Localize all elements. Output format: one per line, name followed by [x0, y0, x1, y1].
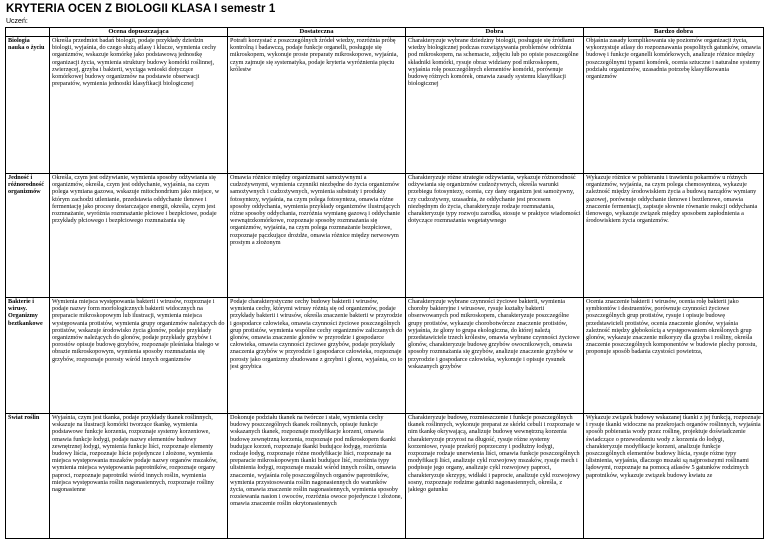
table-row: [6, 174, 764, 298]
table-row: [6, 298, 764, 414]
table-cell: [50, 414, 228, 539]
column-header-section: [6, 28, 50, 37]
cell-text: Objaśnia zasady komplikowania się poziomów organizacji życia, wykorzystuje atlasy do rozpoznawania pospolitych gatunków, omawia budowę i funkcje organelli komórkowych, analizuje różnice między poszczególnymi typami komórek, ocenia sztuczne i naturalne systemy podziału organizmów, uzasadnia potrzebę klasyfikowania organizmów: [586, 37, 761, 81]
column-header-grade-3: Dostateczna: [228, 28, 406, 37]
column-header-grade-5: Bardzo dobra: [584, 28, 764, 37]
section-label: Świat roślin: [6, 414, 50, 539]
cell-text: Określa przedmiot badań biologii, podaje przykłady dziedzin biologii, wyjaśnia, do czego służą atlasy i klucze, wymienia cechy organizmów, wskazuje komórkę jako podstawową jednostkę organizacji życia, wymienia struktury budowy komórki roślinnej, zwierzęcej, grzyba i bakterii, wyciąga wnioski dotyczące komórkowej budowy organizmów na podstawie obserwacji preparatów, wymienia jednostki klasyfikacji biologicznej: [52, 37, 217, 88]
table-row: [6, 37, 764, 174]
table-cell: [228, 414, 406, 539]
table-cell: [584, 174, 764, 298]
cell-text: Charakteryzuje wybrane czynności życiowe bakterii, wymienia choroby bakteryjne i wirusowe, rysuje kształty bakterii obserwowanych pod mikroskopem, charakteryzuje poszczególne grupy protistów, wykazuje chorobotwórcze znaczenie protistów, wyjaśnia, że glony to grupa ekologiczna, do której należą przedstawiciele trzech królestw, omawia wybrane czynności życiowe glonów, charakteryzuje budowę grzybów owocnikowych, omawia sposoby rozmnażania się grzybów, analizuje znaczenie grzybów w przyrodzie i gospodarce człowieka, wykonuje i opisuje rysunek wskazanych grzybów: [408, 298, 580, 370]
table-cell: [584, 298, 764, 414]
cell-text: Określa, czym jest odżywianie, wymienia sposoby odżywiania się organizmów, określa, czym jest oddychanie, wyjaśnia, na czym polega wymiana gazowa, wskazuje mitochondrium jako miejsce, w którym zachodzi utlenianie, przedstawia oddychanie tlenowe i fermentację jako procesy dostarczające energii, określa, czym jest rozmnażanie, wyróżnia rozmnażanie płciowe i bezpłciowe, podaje przykłady płciowego i bezpłciowego rozmnażania się: [52, 174, 220, 225]
section-label: Bakterie i wirusy. Organizmy beztkankowe: [6, 298, 50, 414]
cell-text: Omawia różnice między organizmami samożywnymi a cudzożywnymi, wymienia czynniki niezbędne do życia organizmów samożywnych i cudzożywnych, wymienia substraty i produkty fotosyntezy, wyjaśnia, na czym polega fotosynteza, omawia różne sposoby oddychania, wymienia przykłady organizmów ilustrujących różne sposoby oddychania, rozróżnia wymianę gazową i oddychanie wewnątrzkomórkowe, rozpoznaje sposoby rozmnażania się organizmów, wyjaśnia, na czym polega rozmnażanie bezpłciowe, rozpoznaje pączkujące drożdże, omawia różnice między nerwowym prostym a złożonym: [230, 174, 401, 246]
table-cell: [584, 37, 764, 174]
table-cell: [50, 174, 228, 298]
table-cell: [50, 37, 228, 174]
column-header-grade-2: Ocena dopuszczająca: [50, 28, 228, 37]
table-cell: [406, 37, 584, 174]
student-label: Uczeń:: [6, 18, 28, 25]
table-cell: [584, 414, 764, 539]
cell-text: Charakteryzuje budowę, rozmieszczenie i funkcje poszczególnych tkanek roślinnych, wykonuje preparat ze skórki cebuli i rozpoznaje w nim tkankę okrywającą, analizuje budowę wewnętrzną korzenia charakteryzuje przyrost na długość, rysuje różne systemy korzeniowe, rysuje przekrój poprzeczny i podłużny łodygi, rozpoznaje rodzaje unerwienia liści, omawia funkcje poszczególnych modyfikacji liści, analizuje cykl rozwojowy mszaków, rysuje mech i podpisuje jego organy, analizuje cykl rozwojowy paproci, charakteryzuje skrzypy, widłaki i paprocie, analizuje cykl rozwojowy sosny, rozpoznaje rodzime gatunki nagonasiennych, określa, z jakiego gatunku: [408, 414, 581, 494]
table-row: [6, 414, 764, 539]
cell-text: Wykazuje różnice w pobieraniu i trawieniu pokarmów u różnych organizmów, wyjaśnia, na czym polega chemosynteza, wykazuje zależność między środowiskiem życia a budową narządów wymiany gazowej, porównuje oddychanie tlenowe i beztlenowe, omawia znaczenie fermentacji, zapisuje słownie równanie reakcji oddychania tlenowego, wykazuje związek między sposobem zapłodnienia a środowiskiem życia organizmów.: [586, 174, 758, 225]
page-title: KRYTERIA OCEN Z BIOLOGII KLASA I semestr 1: [6, 3, 276, 15]
table-cell: [406, 298, 584, 414]
column-header-grade-4: Dobra: [406, 28, 584, 37]
cell-text: Charakteryzuje wybrane dziedziny biologii, posługuje się źródłami wiedzy biologicznej podczas rozwiązywania problemów odróżnia pod mikroskopem, na schemacie, zdjęciu lub po opisie poszczególne składniki komórki, rysuje obraz widziany pod mikroskopem, wyjaśnia rolę poszczególnych elementów komórki, porównuje budowę różnych komórek, omawia zasady systemu klasyfikacji biologicznej: [408, 37, 579, 88]
section-label: Jedność i różnorodność organizmów: [6, 174, 50, 298]
cell-text: Potrafi korzystać z poszczególnych źródeł wiedzy, rozróżnia próbę kontrolną i badawczą, podaje funkcje organelli, posługuje się mikroskopem, wykonuje proste preparaty mikroskopowe, wyjaśnia, czym zajmuje się systematyka, podaje kryteria wyróżnienia pięciu królestw: [230, 37, 399, 73]
cell-text: Wyjaśnia, czym jest tkanka, podaje przykłady tkanek roślinnych, wskazuje na ilustracji komórki tworzące tkankę, wymienia podstawowe funkcje korzenia, rozpoznaje systemy korzeniowe, omawia funkcje łodygi, podaje nazwy elementów budowy zewnętrznej łodygi, wymienia funkcje liści, rozpoznaje elementy budowy liścia, rozpoznaje liście pojedyncze i złożone, wymienia miejsca występowania mszaków podaje nazwy organów mszaków, wymienia miejsca występowania paprotników, rozpoznaje organy paproci, rozpoznaje paprotniki wśród innych roślin, wymienia miejsca występowania roślin nagonasiennych, rozpoznaje rośliny nagonasienne: [52, 414, 218, 494]
table-cell: [228, 298, 406, 414]
criteria-table: [5, 27, 764, 539]
section-label: Biologia nauka o życiu: [6, 37, 50, 174]
cell-text: Wymienia miejsca występowania bakterii i wirusów, rozpoznaje i podaje nazwy form morfologicznych bakterii widocznych na preparacie mikroskopowym lub ilustracji, wymienia miejsca występowania protistów, wymienia grupy organizmów należących do protistów, wskazuje środowisko życia glonów, podaje przykłady organizmów należących do glonów, podaje przykłady grzybów i porostów opisuje budowę grzybów, rozpoznaje pleśniaka białego w obrazie mikroskopowym, wymienia sposoby rozmnażania się grzybów, rozpoznaje porosty wśród innych organizmów: [52, 298, 225, 363]
cell-text: Wykazuje związek budowy wskazanej tkanki z jej funkcją, rozpoznaje i rysuje tkanki widoczne na przekrojach organów roślinnych, wyjaśnia sposób pobierania wody przez roślinę, projektuje doświadczenie świadczące o przewodzeniu wody z korzenia do łodygi, charakteryzuje modyfikacje korzeni, analizuje funkcje poszczególnych elementów budowy liścia, rysuje różne typy ulistnienia, wyjaśnia, dlaczego mszaki są najprostszymi roślinami lądowymi, rozpoznaje na pomocą atlasów 5 gatunków rodzimych paprotników, wykazuje związek budowy kwiatu ze: [586, 414, 761, 479]
cell-text: Dokonuje podziału tkanek na twórcze i stałe, wymienia cechy budowy poszczególnych tkanek roślinnych, opisuje funkcje wskazanych tkanek, rozpoznaje modyfikacje korzeni, omawia budowę zewnętrzną korzenia, rozpoznaje pod mikroskopem tkanki budujące korzeń, rozpoznaje tkanki budujące łodygę, rozróżnia rodzaje łodyg, rozpoznaje różne modyfikacje liści, rozpoznaje na preparacie mikroskopowym tkanki budujące liść, rozróżnia typy ulistnienia łodygi, rozpoznaje mszaki wśród innych roślin, omawia znaczenie, wyjaśnia rolę poszczególnych organów paprotników, wymienia przystosowania roślin nagonasiennych do warunków życia, omawia znaczenie roślin nagonasiennych, wymienia sposoby rozsiewania nasion i owoców, rozróżnia owoce pojedyncze i złożone, omawia znaczenie roślin okrytonasiennych: [230, 414, 403, 508]
table-cell: [228, 174, 406, 298]
cell-text: Podaje charakterystyczne cechy budowy bakterii i wirusów, wymienia cechy, którymi wirusy różnią się od organizmów, podaje przykłady bakterii i wirusów, określa znaczenie bakterii w przyrodzie i gospodarce człowieka, omawia czynności życiowe poszczególnych grup protistów, wymienia wspólne cechy organizmów zaliczanych do glonów, omawia znaczenie glonów w przyrodzie i gospodarce człowieka, omawia czynności życiowe grzybów, podaje przykłady znaczenia grzybów w przyrodzie i gospodarce człowieka, rozpoznaje porosty jako organizmy zbudowane z grzybni i glonu, wyjaśnia, co to jest grzybica: [230, 298, 403, 370]
table-cell: [406, 414, 584, 539]
cell-text: Ocenia znaczenie bakterii i wirusów, ocenia rolę bakterii jako symbiontów i destruentów, porównuje czynności życiowe poszczególnych grup protistów, rysuje i opisuje budowę przedstawicieli protistów, ocenia znaczenie glonów, wyjaśnia zależność między głębokością a występowaniem określonych grup glonów, wykazuje znaczenie mikoryzy dla grzyba i rośliny, określa znaczenie poszczególnych komponentów w budowie plechy porostu, proponuje sposób badania czystości powietrza,: [586, 298, 757, 356]
table-cell: [50, 298, 228, 414]
table-header-row: [6, 28, 764, 37]
table-cell: [228, 37, 406, 174]
table-cell: [406, 174, 584, 298]
cell-text: Charakteryzuje różne strategie odżywiania, wykazuje różnorodność odżywiania się organizmów cudzożywnych, określa warunki przebiegu fotosyntezy, ocenia, czy dany organizm jest samożywny, czy cudzożywny, uzasadnia, że oddychanie jest procesem niezbędnym do życia, charakteryzuje rodzaje rozmnażania, charakteryzuje typy rozwoju zarodka, stosuje w praktyce wiadomości dotyczące rozmnażania wegetatywnego: [408, 174, 581, 225]
